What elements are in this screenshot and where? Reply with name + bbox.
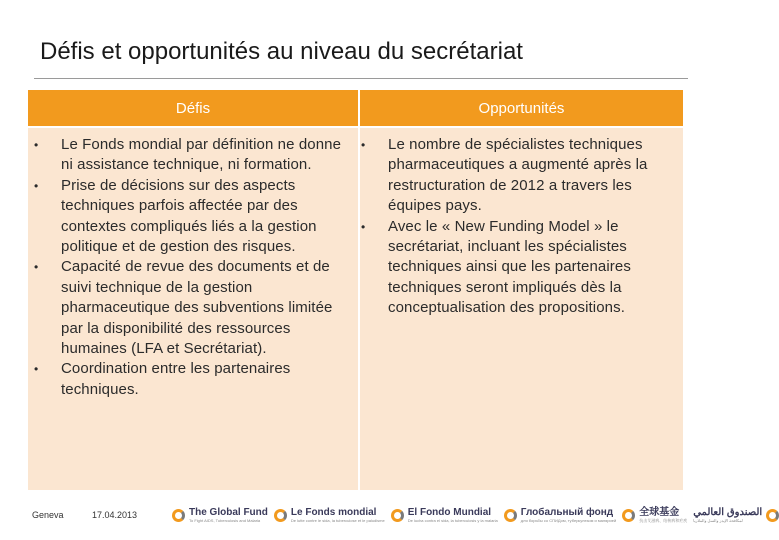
- logo-name: الصندوق العالمي: [693, 506, 763, 518]
- logo-name: Le Fonds mondial: [290, 506, 377, 518]
- defis-list: [61, 135, 344, 400]
- opportunites-list: [388, 135, 677, 319]
- header-opportunites: Opportunités: [360, 90, 683, 126]
- global-fund-logo-icon: [391, 509, 404, 522]
- logo-global-fund-fr: [274, 504, 385, 526]
- logo-name: 全球基金: [639, 506, 680, 518]
- footer-location: Geneva: [32, 510, 64, 520]
- logo-name: El Fondo Mundial: [407, 506, 492, 518]
- footer-date: 17.04.2013: [92, 510, 138, 520]
- logo-global-fund-ru: [504, 504, 616, 526]
- logo-subtitle: To Fight AIDS, Tuberculosis and Malaria: [189, 517, 261, 523]
- logo-global-fund-zh: [622, 504, 687, 526]
- global-fund-logo-icon: [172, 509, 185, 522]
- global-fund-logo-icon: [622, 509, 635, 522]
- list-item: • Le nombre de spécialistes techniques pharmaceutiques a augmenté après la restructuration de 2012 a travers les équipes pays.: [388, 135, 677, 217]
- title-divider: [34, 78, 688, 79]
- list-item: • Avec le « New Funding Model » le secrétariat, incluant les spécialistes techniques ainsi que les partenaires techniques seront impliqués dès la conceptualisation des propositions.: [388, 217, 677, 319]
- list-item: • Prise de décisions sur des aspects techniques parfois affectée par des contextes compliqués liés a la gestion politique et de gestion des risques.: [61, 176, 344, 258]
- logo-subtitle: De lutte contre le sida, la tuberculose et le paludisme: [290, 517, 385, 523]
- logo-global-fund-ar: [693, 504, 779, 526]
- logo-subtitle: для борьбы со СПИДом, туберкулезом и малярией: [520, 517, 617, 523]
- logo-subtitle: De lucha contra el sida, la tuberculosis y la malaria: [407, 517, 498, 523]
- slide-title: Défis et opportunités au niveau du secrétariat: [40, 38, 523, 65]
- logo-name: Глобальный фонд: [520, 506, 614, 518]
- list-item: • Capacité de revue des documents et de suivi technique de la gestion pharmaceutique des subventions limitée par la disponibilité des ressources humaines (LFA et Secrétariat).: [61, 257, 344, 359]
- logo-name: The Global Fund: [189, 506, 268, 518]
- logo-subtitle: 抗击艾滋病、结核病和疟疾: [639, 517, 688, 523]
- logo-global-fund-en: [172, 504, 268, 526]
- list-item: • Coordination entre les partenaires techniques.: [61, 359, 344, 400]
- footer-logos: [172, 504, 763, 526]
- logo-subtitle: لمكافحة الإيدز والسل والملاريا: [693, 517, 743, 523]
- defis-column: [28, 128, 358, 490]
- global-fund-logo-icon: [766, 509, 779, 522]
- opportunites-column: [360, 128, 683, 490]
- logo-global-fund-es: [391, 504, 498, 526]
- list-item: • Le Fonds mondial par définition ne donne ni assistance technique, ni formation.: [61, 135, 344, 176]
- global-fund-logo-icon: [504, 509, 517, 522]
- header-defis: Défis: [28, 90, 358, 126]
- global-fund-logo-icon: [274, 509, 287, 522]
